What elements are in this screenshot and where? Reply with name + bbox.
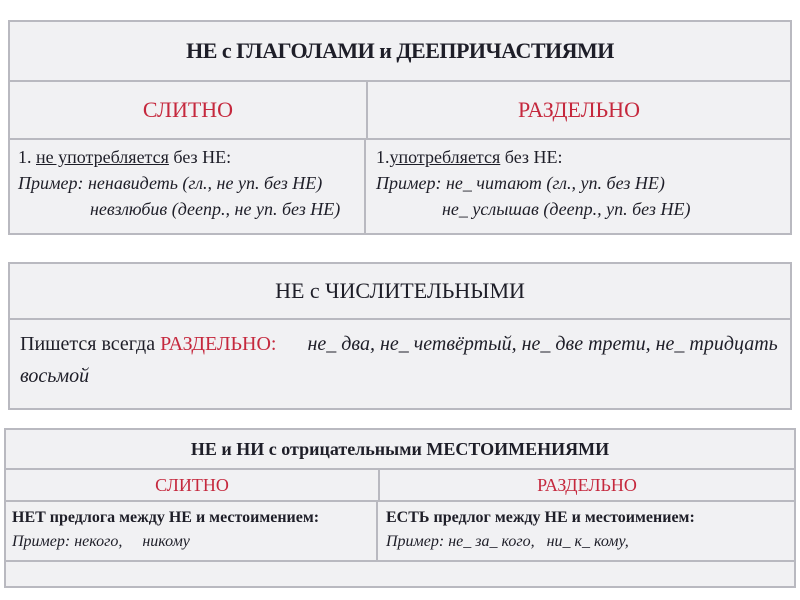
example-line	[18, 196, 364, 222]
rule-emphasis: РАЗДЕЛЬНО:	[160, 333, 277, 355]
example-label: Пример:	[376, 173, 442, 193]
numerals-rule	[20, 328, 780, 392]
rule-line	[376, 144, 790, 170]
example-line	[386, 530, 794, 554]
rule-line: ЕСТЬ предлог между НЕ и местоимением:	[386, 509, 695, 526]
example-text: не_ читают (гл., уп. без НЕ)	[445, 173, 665, 193]
column-header-separate: РАЗДЕЛЬНО	[537, 474, 637, 495]
rule-number: 1.	[18, 147, 32, 167]
example-label: Пример:	[386, 533, 445, 550]
example-text: не_ услышав (деепр., уп. без НЕ)	[442, 199, 691, 219]
rule-rest: без НЕ:	[168, 147, 232, 167]
rule-underlined: употребляется	[389, 147, 501, 167]
rule-prefix: Пишется всегда	[20, 333, 161, 355]
column-header-together: СЛИТНО	[10, 82, 368, 138]
pronouns-table	[4, 428, 796, 588]
column-header-together: СЛИТНО	[6, 470, 380, 500]
rule-line	[18, 144, 364, 170]
examples-text: не_ два, не_ четвёртый, не_ две трети, не_ тридцать	[307, 333, 778, 355]
rule-number: 1.	[376, 147, 390, 167]
example-line	[376, 196, 790, 222]
rule-line	[20, 328, 780, 360]
example-text: невзлюбив (деепр., не уп. без НЕ)	[90, 199, 341, 219]
column-header-separate: РАЗДЕЛЬНО	[518, 97, 640, 122]
example-line	[376, 170, 790, 196]
examples-continuation: восьмой	[20, 365, 90, 387]
example-text: некого, никому	[74, 533, 190, 550]
cell-together	[6, 502, 378, 560]
example-label: Пример:	[12, 533, 71, 550]
rule-line: НЕТ предлога между НЕ и местоимением:	[12, 509, 320, 526]
example-label: Пример:	[18, 173, 84, 193]
table-title: НЕ с ГЛАГОЛАМИ и ДЕЕПРИЧАСТИЯМИ	[10, 22, 790, 82]
table-title: НЕ с ЧИСЛИТЕЛЬНЫМИ	[10, 264, 790, 320]
rule-rest: без НЕ:	[500, 147, 563, 167]
cell-separate	[368, 140, 790, 233]
table-title: НЕ и НИ с отрицательными МЕСТОИМЕНИЯМИ	[6, 430, 794, 470]
example-line	[12, 530, 376, 554]
cell-together	[10, 140, 366, 233]
rule-underlined: не употребляется	[36, 147, 169, 167]
verbs-participles-table	[8, 20, 792, 235]
row-divider	[6, 560, 794, 562]
cell-separate	[380, 502, 794, 560]
numerals-table	[8, 262, 792, 410]
example-line	[18, 170, 364, 196]
example-text: не_ за_ кого, ни_ к_ кому,	[448, 533, 629, 550]
example-text: ненавидеть (гл., не уп. без НЕ)	[87, 173, 323, 193]
